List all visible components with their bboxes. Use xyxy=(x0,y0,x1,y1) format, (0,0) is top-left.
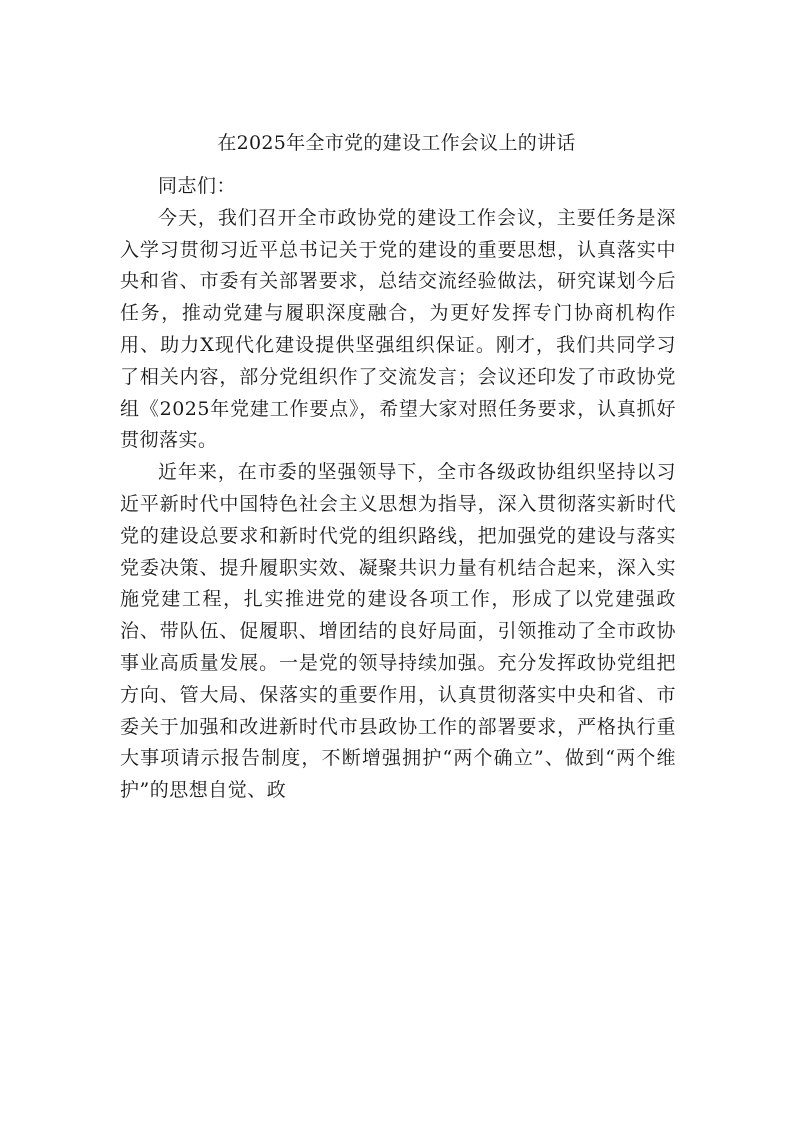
document-title: 在2025年全市党的建设工作会议上的讲话 xyxy=(217,132,576,154)
salutation: 同志们： xyxy=(158,175,237,197)
document-body xyxy=(120,171,676,807)
paragraph-1: 今天，我们召开全市政协党的建设工作会议，主要任务是深入学习贯彻习近平总书记关于党的建设的重要思想，认真落实中央和省、市委有关部署要求，总结交流经验做法，研究谋划今后任务，推动党建与履职深度融合，为更好发挥专门协商机构作用、助力X现代化建设提供坚强组织保证。刚才，我们共同学习了相关内容，部分党组织作了交流发言；会议还印发了市政协党组《2025年党建工作要点》，希望大家对照任务要求，认真抓好贯彻落实。 xyxy=(120,206,676,452)
paragraph-2: 近年来，在市委的坚强领导下，全市各级政协组织坚持以习近平新时代中国特色社会主义思想为指导，深入贯彻落实新时代党的建设总要求和新时代党的组织路线，把加强党的建设与落实党委决策、提升履职实效、凝聚共识力量有机结合起来，深入实施党建工程，扎实推进党的建设各项工作，形成了以党建强政治、带队伍、促履职、增团结的良好局面，引领推动了全市政协事业高质量发展。一是党的领导持续加强。充分发挥政协党组把方向、管大局、保落实的重要作用，认真贯彻落实中央和省、市委关于加强和改进新时代市县政协工作的部署要求，严格执行重大事项请示报告制度，不断增强拥护“两个确立”、做到“两个维护”的思想自觉、政 xyxy=(120,461,676,802)
